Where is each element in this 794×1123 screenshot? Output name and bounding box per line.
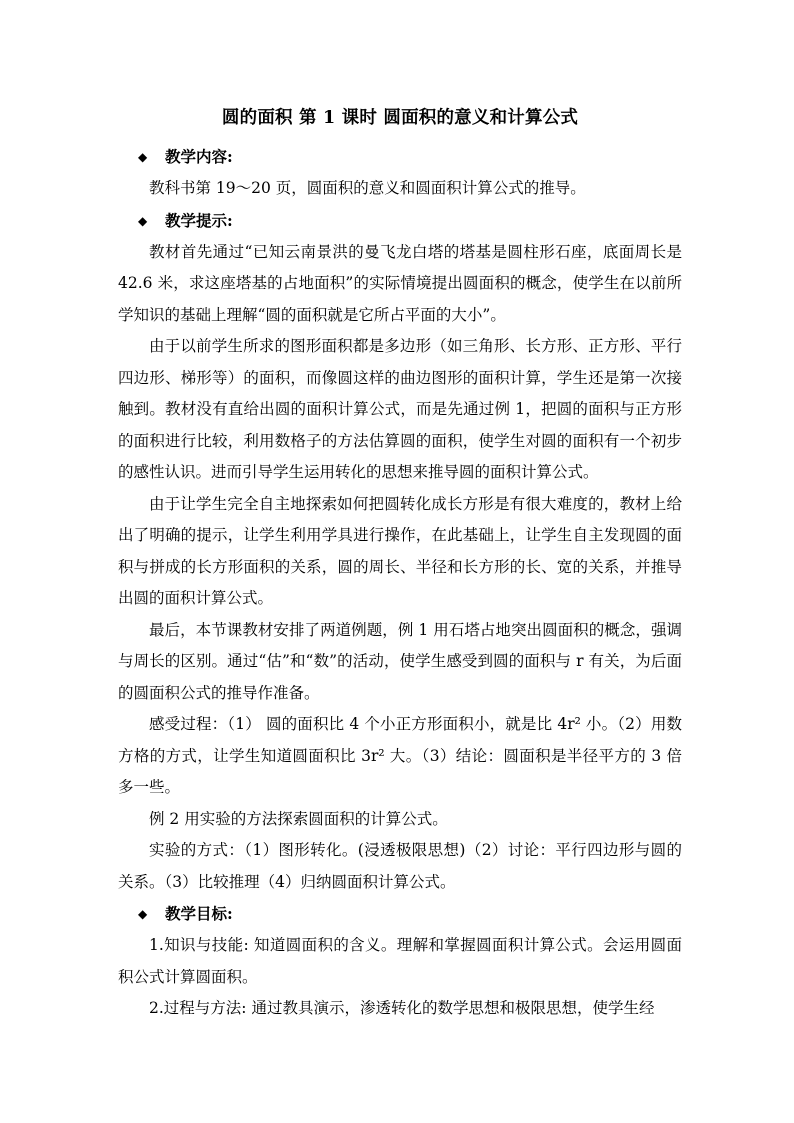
section-heading-objectives xyxy=(118,898,682,930)
paragraph: 教科书第 19～20 页，圆面积的意义和圆面积计算公式的推导。 xyxy=(149,179,586,197)
paragraph: 由于让学生完全自主地探索如何把圆转化成长方形是有很大难度的，教材上给出了明确的提示，让学生利用学具进行操作，在此基础上，让学生自主发现圆的面积与拼成的长方形面积的关系，圆的周长、半径和长方形的长、宽的关系，并推导出圆的面积计算公式。 xyxy=(118,494,682,607)
diamond-bullet-icon: ◆ xyxy=(138,150,148,164)
paragraph: 感受过程：（1） 圆的面积比 4 个小正方形面积小，就是比 4r² 小。（2）用数方格的方式，让学生知道圆面积比 3r² 大。（3）结论：圆面积是半径平方的 3 倍多一些。 xyxy=(118,715,682,796)
section-heading-tips xyxy=(118,205,682,237)
diamond-bullet-icon: ◆ xyxy=(138,213,148,228)
paragraph: 最后，本节课教材安排了两道例题，例 1 用石塔占地突出圆面积的概念，强调与周长的区别。通过“估”和“数”的活动，使学生感受到圆的面积与 r 有关，为后面的圆面积公式的推导作准备。 xyxy=(118,620,682,702)
section-heading-label: 教学目标: xyxy=(165,904,233,923)
diamond-bullet-icon: ◆ xyxy=(138,907,148,921)
section-heading-label: 教学内容: xyxy=(165,147,233,166)
paragraph: 例 2 用实验的方法探索圆面积的计算公式。 xyxy=(149,809,448,828)
page-title: 圆的面积 第 1 课时 圆面积的意义和计算公式 xyxy=(221,108,579,128)
paragraph: 2.过程与方法: 通过教具演示，渗透转化的数学思想和极限思想，使学生经 xyxy=(149,999,655,1017)
section-heading-label: 教学提示: xyxy=(165,210,233,230)
paragraph: 1.知识与技能: 知道圆面积的含义。理解和掌握圆面积计算公式。会运用圆面积公式计算圆面积。 xyxy=(118,936,682,986)
section-heading-content xyxy=(118,141,682,173)
paragraph: 教材首先通过“已知云南景洪的曼飞龙白塔的塔基是圆柱形石座，底面周长是 42.6 米，求这座塔基的占地面积”的实际情境提出圆面积的概念，使学生在以前所学知识的基础上理解“圆的面积就是它所占平面的大小”。 xyxy=(118,242,682,324)
paragraph: 实验的方式：（1）图形转化。(浸透极限思想)（2）讨论：平行四边形与圆的关系。（3）比较推理（4）归纳圆面积计算公式。 xyxy=(118,841,682,891)
paragraph: 由于以前学生所求的图形面积都是多边形（如三角形、长方形、正方形、平行四边形、梯形等）的面积，而像圆这样的曲边图形的面积计算，学生还是第一次接触到。教材没有直给出圆的面积计算公式，而是先通过例 1，把圆的面积与正方形的面积进行比较，利用数格子的方法估算圆的面积，使学生对圆的面积有一个初步的感性认识。进而引导学生运用转化的思想来推导圆的面积计算公式。 xyxy=(118,337,682,481)
